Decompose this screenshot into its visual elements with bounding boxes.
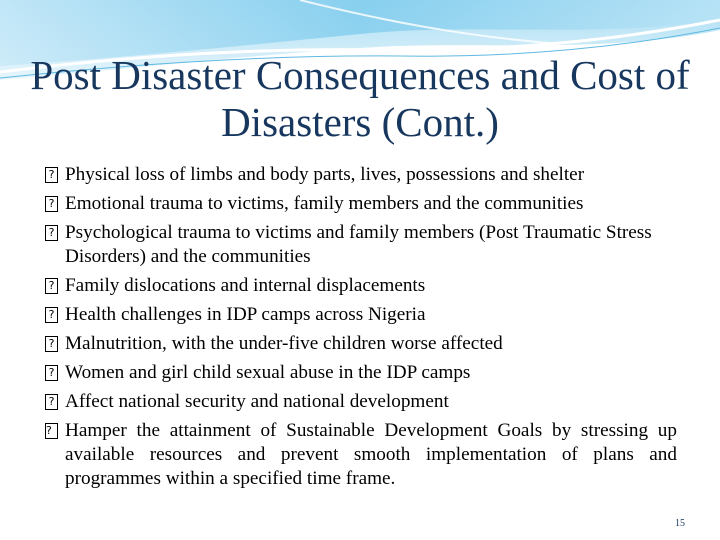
bullet-text: Hamper the attainment of Sustainable Development Goals by stressing up available resources and prevent smooth implementation of plans and programmes within a specified time frame. [65, 420, 677, 489]
slide-number: 15 [675, 518, 685, 529]
bullet-list [45, 163, 677, 496]
bullet-marker-icon: ? [45, 307, 58, 323]
bullet-item [45, 419, 677, 491]
bullet-marker-icon: ? [45, 225, 58, 241]
bullet-marker-icon: ? [45, 394, 58, 410]
bullet-text: Emotional trauma to victims, family members and the communities [65, 193, 584, 214]
bullet-text: Physical loss of limbs and body parts, lives, possessions and shelter [65, 164, 585, 185]
bullet-marker-icon: ? [45, 196, 58, 212]
bullet-item [45, 163, 677, 187]
bullet-text: Malnutrition, with the under-five children worse affected [65, 333, 503, 354]
bullet-item [45, 361, 677, 385]
bullet-text: Psychological trauma to victims and family members (Post Traumatic Stress Disorders) and the communities [65, 222, 652, 267]
bullet-marker-icon: ? [45, 365, 58, 381]
bullet-marker-icon: ? [45, 336, 58, 352]
bullet-item [45, 390, 677, 414]
bullet-text: Family dislocations and internal displacements [65, 275, 426, 296]
slide-title: Post Disaster Consequences and Cost of Disasters (Cont.) [30, 52, 690, 145]
bullet-text: Health challenges in IDP camps across Nigeria [65, 304, 426, 325]
bullet-item [45, 274, 677, 298]
bullet-item [45, 332, 677, 356]
bullet-marker-icon: ? [45, 423, 58, 439]
bullet-item [45, 303, 677, 327]
bullet-marker-icon: ? [45, 278, 58, 294]
bullet-text: Affect national security and national development [65, 391, 449, 412]
bullet-text: Women and girl child sexual abuse in the IDP camps [65, 362, 471, 383]
bullet-item [45, 221, 677, 269]
bullet-marker-icon: ? [45, 167, 58, 183]
bullet-item [45, 192, 677, 216]
